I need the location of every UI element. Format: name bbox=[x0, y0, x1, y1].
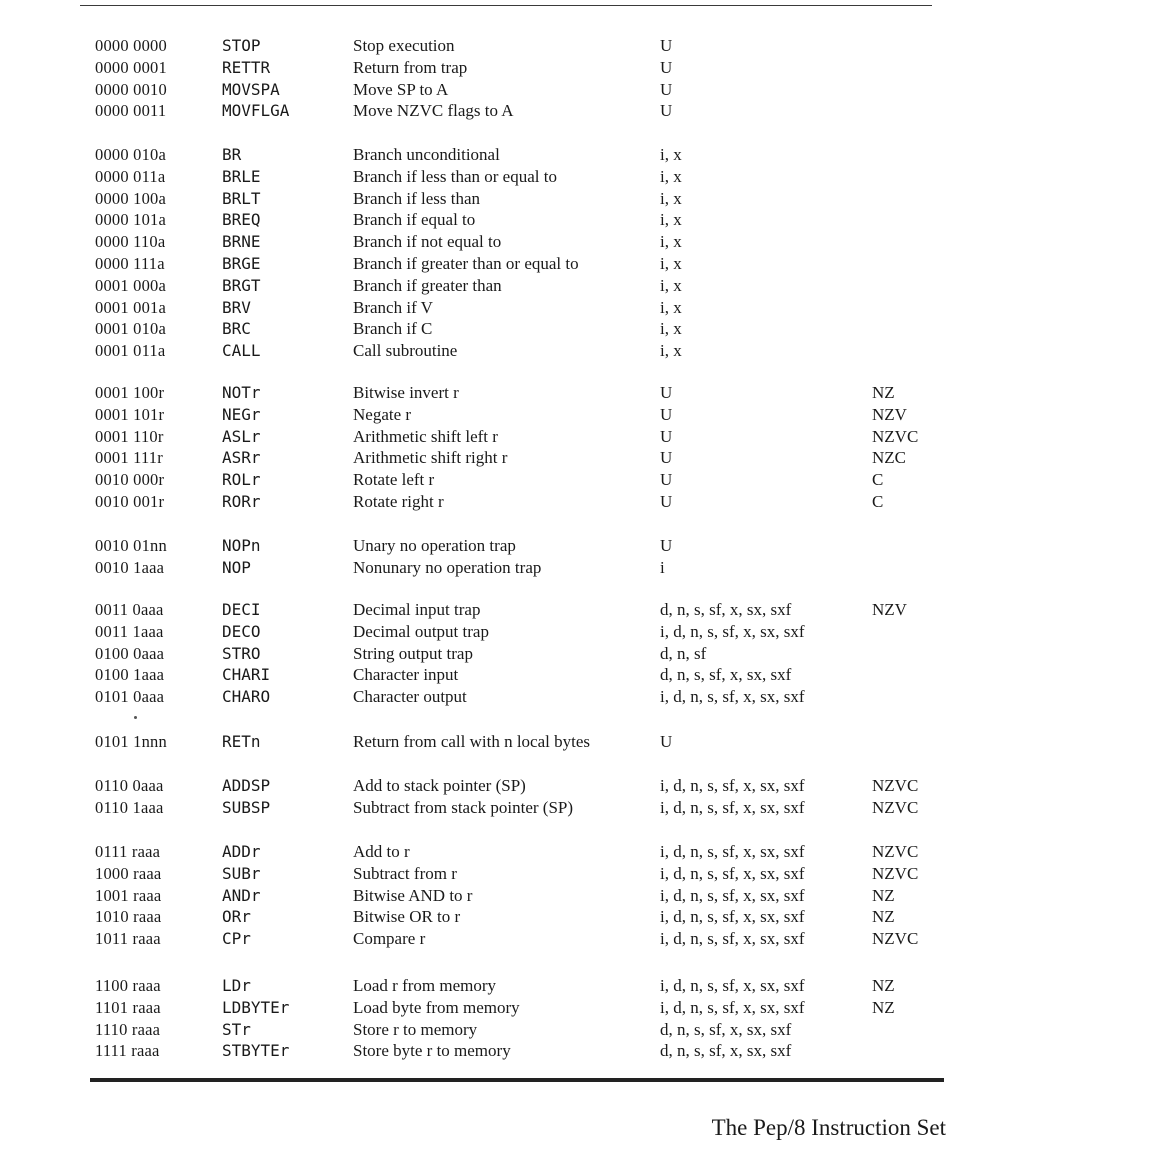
mnemonic-cell: MOVSPA bbox=[222, 79, 280, 99]
mnemonic-cell: STOP bbox=[222, 36, 261, 55]
mnemonic-cell: DECO bbox=[222, 621, 261, 641]
opcode-cell: 0010 001r bbox=[95, 492, 165, 511]
mnemonic-cell: BRGT bbox=[222, 275, 261, 295]
table-row bbox=[0, 997, 1161, 1019]
opcode-cell: 0000 0011 bbox=[95, 101, 167, 121]
mnemonic-cell: STBYTEr bbox=[222, 1041, 290, 1061]
table-row bbox=[0, 188, 1161, 210]
table-row bbox=[0, 166, 1161, 188]
status-bits-cell: NZVC bbox=[872, 929, 919, 949]
addressing-modes-cell: i, x bbox=[660, 232, 682, 252]
addressing-modes-cell: U bbox=[660, 36, 673, 55]
table-row bbox=[0, 318, 1161, 340]
mnemonic-cell: SUBr bbox=[222, 863, 261, 883]
description-cell: Branch if not equal to bbox=[353, 232, 502, 252]
table-row bbox=[0, 1040, 1161, 1062]
status-bits-cell: NZVC bbox=[872, 426, 919, 446]
description-cell: Stop execution bbox=[353, 36, 455, 55]
description-cell: Subtract from stack pointer (SP) bbox=[353, 797, 574, 817]
mnemonic-cell: CALL bbox=[222, 341, 261, 361]
addressing-modes-cell: d, n, s, sf, x, sx, sxf bbox=[660, 600, 792, 619]
table-row bbox=[0, 664, 1161, 686]
opcode-cell: 0001 000a bbox=[95, 275, 166, 295]
opcode-cell: 0110 1aaa bbox=[95, 797, 164, 817]
description-cell: String output trap bbox=[353, 643, 473, 663]
addressing-modes-cell: d, n, sf bbox=[660, 643, 707, 663]
table-row bbox=[0, 340, 1161, 362]
addressing-modes-cell: d, n, s, sf, x, sx, sxf bbox=[660, 1041, 792, 1061]
description-cell: Subtract from r bbox=[353, 863, 457, 883]
addressing-modes-cell: i, x bbox=[660, 341, 682, 361]
table-row bbox=[0, 557, 1161, 579]
mnemonic-cell: RETTR bbox=[222, 57, 271, 77]
opcode-cell: 0100 0aaa bbox=[95, 643, 165, 663]
table-row bbox=[0, 599, 1161, 621]
description-cell: Store r to memory bbox=[353, 1019, 478, 1039]
opcode-cell: 0011 1aaa bbox=[95, 621, 164, 641]
mnemonic-cell: BRLE bbox=[222, 166, 261, 186]
table-row bbox=[0, 231, 1161, 253]
opcode-cell: 1111 raaa bbox=[95, 1041, 160, 1061]
description-cell: Bitwise AND to r bbox=[353, 885, 473, 905]
status-bits-cell: C bbox=[872, 470, 884, 490]
description-cell: Rotate right r bbox=[353, 492, 444, 511]
bottom-rule bbox=[90, 1078, 944, 1082]
description-cell: Arithmetic shift left r bbox=[353, 426, 498, 446]
table-row bbox=[0, 621, 1161, 643]
description-cell: Call subroutine bbox=[353, 341, 458, 361]
table-row bbox=[0, 1019, 1161, 1041]
table-row bbox=[0, 35, 1161, 57]
table-row bbox=[0, 885, 1161, 907]
opcode-cell: 1000 raaa bbox=[95, 863, 162, 883]
description-cell: Return from call with n local bytes bbox=[353, 732, 590, 751]
status-bits-cell: NZVC bbox=[872, 842, 919, 861]
table-row bbox=[0, 57, 1161, 79]
description-cell: Bitwise OR to r bbox=[353, 907, 461, 927]
addressing-modes-cell: U bbox=[660, 79, 673, 99]
mnemonic-cell: ROLr bbox=[222, 470, 261, 490]
description-cell: Arithmetic shift right r bbox=[353, 448, 508, 468]
table-row bbox=[0, 404, 1161, 426]
opcode-cell: 0010 000r bbox=[95, 470, 165, 490]
table-row bbox=[0, 253, 1161, 275]
addressing-modes-cell: d, n, s, sf, x, sx, sxf bbox=[660, 1019, 792, 1039]
opcode-cell: 0000 0000 bbox=[95, 36, 167, 55]
description-cell: Negate r bbox=[353, 404, 412, 424]
opcode-cell: 0010 1aaa bbox=[95, 557, 165, 577]
opcode-cell: 0001 011a bbox=[95, 341, 166, 361]
table-row bbox=[0, 469, 1161, 491]
opcode-cell: 1010 raaa bbox=[95, 907, 162, 927]
addressing-modes-cell: i, d, n, s, sf, x, sx, sxf bbox=[660, 907, 805, 927]
mnemonic-cell: NEGr bbox=[222, 404, 261, 424]
opcode-cell: 0001 010a bbox=[95, 319, 166, 339]
addressing-modes-cell: U bbox=[660, 57, 673, 77]
page-footer-caption: The Pep/8 Instruction Set bbox=[711, 1115, 946, 1140]
status-bits-cell: NZV bbox=[872, 404, 907, 424]
opcode-cell: 0000 110a bbox=[95, 232, 166, 252]
table-row bbox=[0, 731, 1161, 753]
table-row bbox=[0, 841, 1161, 863]
description-cell: Compare r bbox=[353, 929, 426, 949]
status-bits-cell: NZ bbox=[872, 885, 895, 905]
description-cell: Add to stack pointer (SP) bbox=[353, 776, 526, 795]
mnemonic-cell: MOVFLGA bbox=[222, 101, 290, 121]
description-cell: Branch if V bbox=[353, 297, 433, 317]
description-cell: Add to r bbox=[353, 842, 410, 861]
mnemonic-cell: RORr bbox=[222, 492, 261, 511]
description-cell: Load byte from memory bbox=[353, 997, 520, 1017]
opcode-cell: 0001 111r bbox=[95, 448, 163, 468]
addressing-modes-cell: U bbox=[660, 404, 673, 424]
addressing-modes-cell: U bbox=[660, 448, 673, 468]
mnemonic-cell: CHARI bbox=[222, 665, 271, 685]
addressing-modes-cell: i, x bbox=[660, 275, 682, 295]
addressing-modes-cell: U bbox=[660, 492, 673, 511]
description-cell: Load r from memory bbox=[353, 976, 497, 995]
table-row bbox=[0, 491, 1161, 513]
description-cell: Branch if less than bbox=[353, 188, 480, 208]
addressing-modes-cell: i, d, n, s, sf, x, sx, sxf bbox=[660, 797, 805, 817]
table-row bbox=[0, 775, 1161, 797]
opcode-cell: 0001 001a bbox=[95, 297, 166, 317]
opcode-cell: 0000 010a bbox=[95, 145, 166, 164]
table-row bbox=[0, 275, 1161, 297]
description-cell: Decimal output trap bbox=[353, 621, 489, 641]
mnemonic-cell: NOTr bbox=[222, 383, 261, 402]
addressing-modes-cell: U bbox=[660, 101, 673, 121]
mnemonic-cell: LDBYTEr bbox=[222, 997, 290, 1017]
mnemonic-cell: SUBSP bbox=[222, 797, 271, 817]
table-row bbox=[0, 209, 1161, 231]
table-row bbox=[0, 79, 1161, 101]
mnemonic-cell: BRV bbox=[222, 297, 251, 317]
description-cell: Branch if greater than or equal to bbox=[353, 254, 579, 273]
opcode-cell: 0001 100r bbox=[95, 383, 165, 402]
table-row bbox=[0, 447, 1161, 469]
addressing-modes-cell: i, d, n, s, sf, x, sx, sxf bbox=[660, 929, 805, 949]
description-cell: Branch if less than or equal to bbox=[353, 166, 557, 186]
opcode-cell: 0000 100a bbox=[95, 188, 166, 208]
addressing-modes-cell: i, d, n, s, sf, x, sx, sxf bbox=[660, 621, 805, 641]
table-row bbox=[0, 975, 1161, 997]
opcode-cell: 0010 01nn bbox=[95, 536, 167, 555]
mnemonic-cell: BRLT bbox=[222, 188, 261, 208]
opcode-cell: 0000 111a bbox=[95, 254, 165, 273]
addressing-modes-cell: i, x bbox=[660, 319, 682, 339]
mnemonic-cell: BR bbox=[222, 145, 242, 164]
mnemonic-cell: BRGE bbox=[222, 254, 261, 273]
table-row bbox=[0, 535, 1161, 557]
description-cell: Branch unconditional bbox=[353, 145, 500, 164]
mnemonic-cell: ORr bbox=[222, 907, 251, 927]
addressing-modes-cell: i, x bbox=[660, 188, 682, 208]
addressing-modes-cell: i, d, n, s, sf, x, sx, sxf bbox=[660, 863, 805, 883]
addressing-modes-cell: i bbox=[660, 557, 665, 577]
addressing-modes-cell: i, d, n, s, sf, x, sx, sxf bbox=[660, 687, 805, 707]
status-bits-cell: NZ bbox=[872, 383, 895, 402]
description-cell: Store byte r to memory bbox=[353, 1041, 511, 1061]
status-bits-cell: NZ bbox=[872, 907, 895, 927]
addressing-modes-cell: d, n, s, sf, x, sx, sxf bbox=[660, 665, 792, 685]
addressing-modes-cell: U bbox=[660, 470, 673, 490]
addressing-modes-cell: i, d, n, s, sf, x, sx, sxf bbox=[660, 842, 805, 861]
mnemonic-cell: NOP bbox=[222, 557, 251, 577]
addressing-modes-cell: i, x bbox=[660, 166, 682, 186]
opcode-cell: 0101 0aaa bbox=[95, 687, 165, 707]
table-row bbox=[0, 797, 1161, 819]
addressing-modes-cell: i, d, n, s, sf, x, sx, sxf bbox=[660, 997, 805, 1017]
mnemonic-cell: BREQ bbox=[222, 210, 261, 230]
mnemonic-cell: ADDr bbox=[222, 842, 261, 861]
opcode-cell: 0000 0001 bbox=[95, 57, 167, 77]
opcode-cell: 1101 raaa bbox=[95, 997, 161, 1017]
mnemonic-cell: ADDSP bbox=[222, 776, 271, 795]
description-cell: Branch if C bbox=[353, 319, 433, 339]
addressing-modes-cell: U bbox=[660, 383, 673, 402]
status-bits-cell: NZVC bbox=[872, 797, 919, 817]
mnemonic-cell: BRC bbox=[222, 319, 251, 339]
description-cell: Bitwise invert r bbox=[353, 383, 459, 402]
opcode-cell: 1001 raaa bbox=[95, 885, 162, 905]
table-row bbox=[0, 100, 1161, 122]
status-bits-cell: NZVC bbox=[872, 776, 919, 795]
opcode-cell: 0000 011a bbox=[95, 166, 166, 186]
description-cell: Move SP to A bbox=[353, 79, 449, 99]
mnemonic-cell: NOPn bbox=[222, 536, 261, 555]
description-cell: Decimal input trap bbox=[353, 600, 481, 619]
table-row bbox=[0, 863, 1161, 885]
table-row bbox=[0, 297, 1161, 319]
addressing-modes-cell: i, d, n, s, sf, x, sx, sxf bbox=[660, 776, 805, 795]
addressing-modes-cell: U bbox=[660, 732, 673, 751]
opcode-cell: 0000 101a bbox=[95, 210, 166, 230]
table-row bbox=[0, 686, 1161, 708]
table-row bbox=[0, 928, 1161, 950]
description-cell: Character output bbox=[353, 687, 467, 707]
mnemonic-cell: CHARO bbox=[222, 687, 271, 707]
mnemonic-cell: BRNE bbox=[222, 232, 261, 252]
opcode-cell: 1100 raaa bbox=[95, 976, 161, 995]
mnemonic-cell: STr bbox=[222, 1019, 251, 1039]
table-row bbox=[0, 643, 1161, 665]
scan-speck bbox=[134, 716, 137, 719]
status-bits-cell: NZV bbox=[872, 600, 907, 619]
mnemonic-cell: ANDr bbox=[222, 885, 261, 905]
description-cell: Branch if greater than bbox=[353, 275, 502, 295]
description-cell: Return from trap bbox=[353, 57, 468, 77]
opcode-cell: 0111 raaa bbox=[95, 842, 161, 861]
opcode-cell: 1011 raaa bbox=[95, 929, 161, 949]
opcode-cell: 0101 1nnn bbox=[95, 732, 167, 751]
addressing-modes-cell: i, x bbox=[660, 145, 682, 164]
addressing-modes-cell: i, x bbox=[660, 254, 682, 273]
opcode-cell: 0100 1aaa bbox=[95, 665, 165, 685]
table-row bbox=[0, 382, 1161, 404]
description-cell: Branch if equal to bbox=[353, 210, 476, 230]
addressing-modes-cell: i, d, n, s, sf, x, sx, sxf bbox=[660, 976, 805, 995]
description-cell: Rotate left r bbox=[353, 470, 435, 490]
opcode-cell: 1110 raaa bbox=[95, 1019, 161, 1039]
mnemonic-cell: ASLr bbox=[222, 426, 261, 446]
mnemonic-cell: ASRr bbox=[222, 448, 261, 468]
status-bits-cell: C bbox=[872, 492, 884, 511]
status-bits-cell: NZVC bbox=[872, 863, 919, 883]
status-bits-cell: NZ bbox=[872, 997, 895, 1017]
description-cell: Unary no operation trap bbox=[353, 536, 516, 555]
addressing-modes-cell: i, x bbox=[660, 297, 682, 317]
addressing-modes-cell: i, x bbox=[660, 210, 682, 230]
mnemonic-cell: STRO bbox=[222, 643, 261, 663]
opcode-cell: 0001 110r bbox=[95, 426, 164, 446]
description-cell: Move NZVC flags to A bbox=[353, 101, 514, 121]
opcode-cell: 0001 101r bbox=[95, 404, 165, 424]
mnemonic-cell: CPr bbox=[222, 929, 251, 949]
status-bits-cell: NZC bbox=[872, 448, 906, 468]
table-row bbox=[0, 144, 1161, 166]
addressing-modes-cell: i, d, n, s, sf, x, sx, sxf bbox=[660, 885, 805, 905]
mnemonic-cell: RETn bbox=[222, 732, 261, 751]
description-cell: Nonunary no operation trap bbox=[353, 557, 542, 577]
table-row bbox=[0, 426, 1161, 448]
mnemonic-cell: DECI bbox=[222, 600, 261, 619]
opcode-cell: 0110 0aaa bbox=[95, 776, 164, 795]
opcode-cell: 0000 0010 bbox=[95, 79, 167, 99]
addressing-modes-cell: U bbox=[660, 536, 673, 555]
table-row bbox=[0, 906, 1161, 928]
addressing-modes-cell: U bbox=[660, 426, 673, 446]
mnemonic-cell: LDr bbox=[222, 976, 251, 995]
status-bits-cell: NZ bbox=[872, 976, 895, 995]
opcode-cell: 0011 0aaa bbox=[95, 600, 164, 619]
description-cell: Character input bbox=[353, 665, 459, 685]
